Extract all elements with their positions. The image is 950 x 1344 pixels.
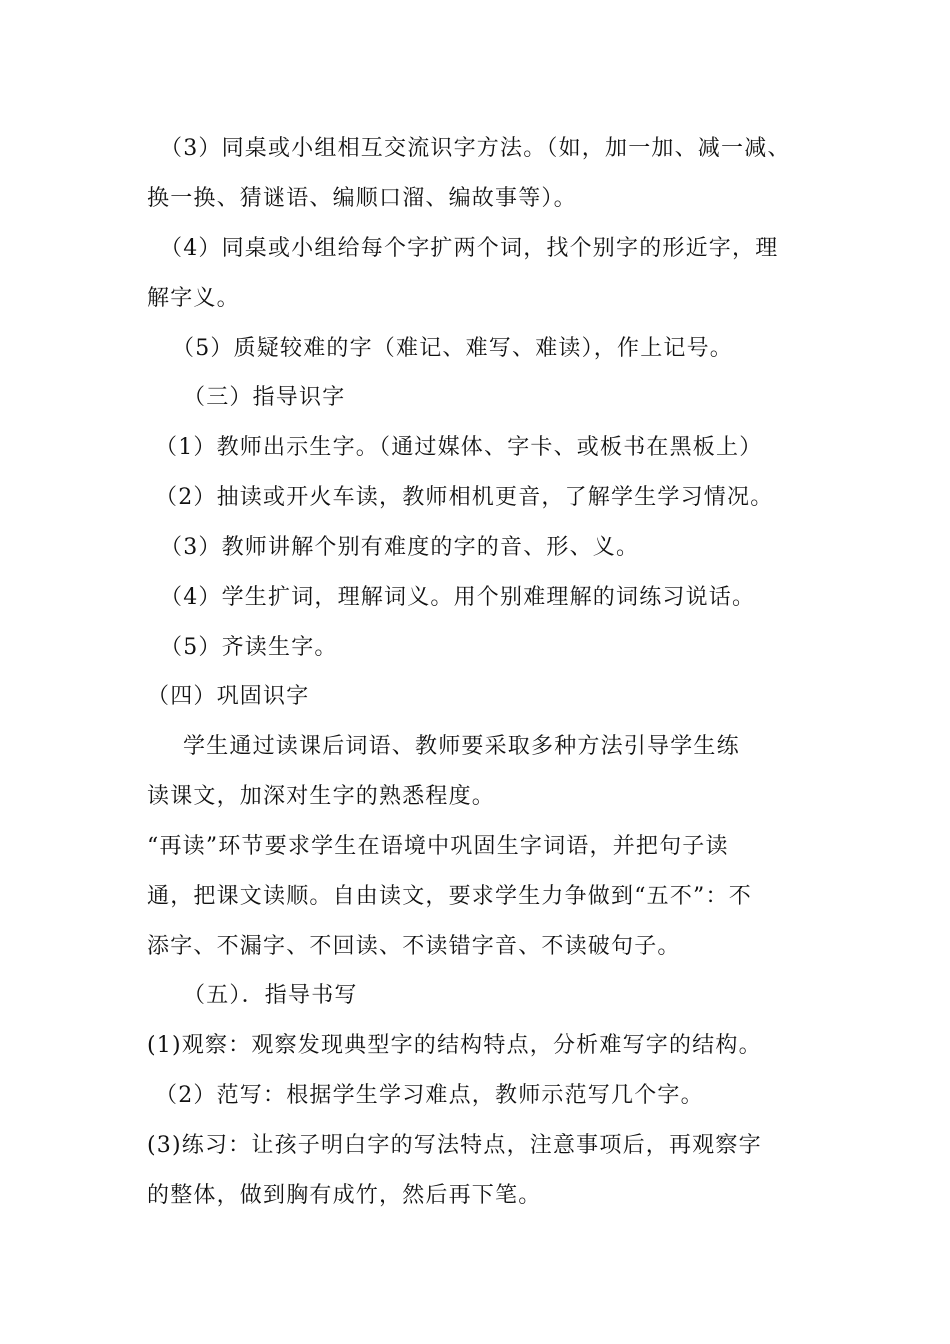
paragraph-line: （4）同桌或小组给每个字扩两个词，找个别字的形近字，理 [160,236,779,261]
paragraph-line: （5）质疑较难的字（难记、难写、难读），作上记号。 [172,336,733,361]
paragraph-line: （2）抽读或开火车读，教师相机更音，了解学生学习情况。 [155,485,774,510]
paragraph-line: （4）学生扩词，理解词义。用个别难理解的词练习说话。 [160,585,756,610]
section-heading: （五）．指导书写 [183,983,358,1008]
paragraph-line: (3)练习：让孩子明白字的写法特点，注意事项后，再观察字 [147,1133,762,1158]
paragraph-line: （3）同桌或小组相互交流识字方法。（如，加一加、减一减、 [160,136,791,161]
paragraph-line: （5）齐读生字。 [160,635,338,660]
paragraph-line: “再读”环节要求学生在语境中巩固生字词语，并把句子读 [147,834,729,859]
section-heading: （三）指导识字 [183,385,346,410]
paragraph-line: （1）教师出示生字。（通过媒体、字卡、或板书在黑板上） [155,435,763,460]
paragraph-line: 添字、不漏字、不回读、不读错字音、不读破句子。 [147,934,681,959]
section-heading: （四）巩固识字 [147,684,310,709]
paragraph-line: 解字义。 [147,286,240,311]
paragraph-line: 学生通过读课后词语、教师要采取多种方法引导学生练 [183,734,740,759]
paragraph-line: 通，把课文读顺。自由读文，要求学生力争做到“五不”：不 [147,884,752,909]
paragraph-line: 换一换、猜谜语、编顺口溜、编故事等）。 [147,186,577,211]
paragraph-line: 读课文，加深对生字的熟悉程度。 [147,784,496,809]
paragraph-line: （3）教师讲解个别有难度的字的音、形、义。 [160,535,640,560]
paragraph-line: (1)观察：观察发现典型字的结构特点，分析难写字的结构。 [147,1033,762,1058]
paragraph-line: 的整体，做到胸有成竹，然后再下笔。 [147,1183,542,1208]
paragraph-line: （2）范写：根据学生学习难点，教师示范写几个字。 [155,1083,704,1108]
